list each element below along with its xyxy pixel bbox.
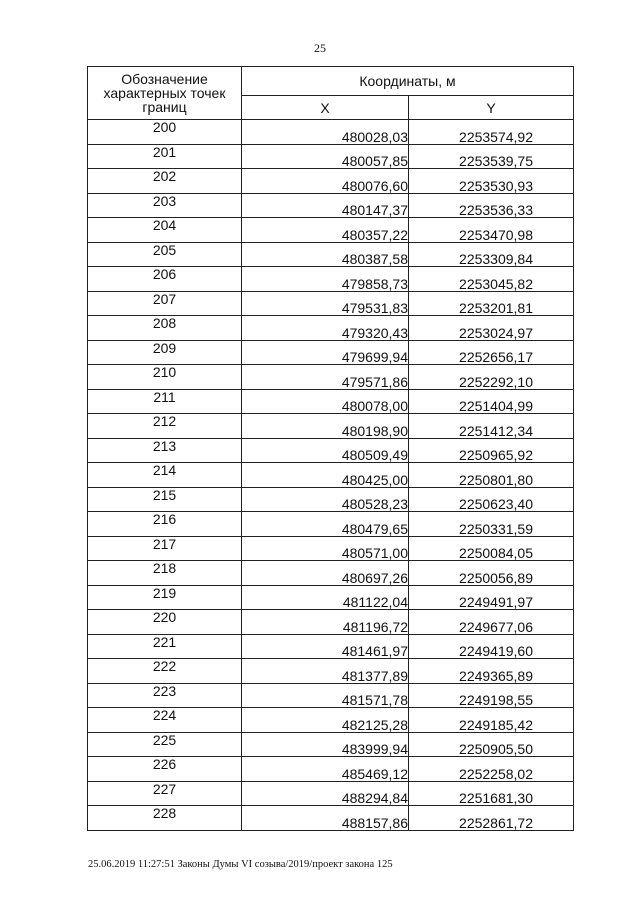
x-coordinate-cell: 480571,00 bbox=[242, 536, 409, 561]
table-row bbox=[88, 169, 574, 194]
point-id-cell: 208 bbox=[88, 316, 242, 341]
point-id-cell: 216 bbox=[88, 512, 242, 537]
table-row bbox=[88, 291, 574, 316]
y-coordinate-cell: 2253201,81 bbox=[409, 291, 574, 316]
point-id-cell: 218 bbox=[88, 561, 242, 586]
x-coordinate-cell: 481377,89 bbox=[242, 659, 409, 684]
x-coordinate-cell: 479320,43 bbox=[242, 316, 409, 341]
point-id-cell: 220 bbox=[88, 610, 242, 635]
x-coordinate-cell: 488157,86 bbox=[242, 806, 409, 831]
x-coordinate-cell: 485469,12 bbox=[242, 757, 409, 782]
table-row bbox=[88, 389, 574, 414]
table-row bbox=[88, 463, 574, 488]
table-row bbox=[88, 659, 574, 684]
x-coordinate-cell: 480528,23 bbox=[242, 487, 409, 512]
y-coordinate-cell: 2253574,92 bbox=[409, 120, 574, 145]
x-coordinate-cell: 488294,84 bbox=[242, 781, 409, 806]
table-row bbox=[88, 610, 574, 635]
x-coordinate-cell: 480028,03 bbox=[242, 120, 409, 145]
table-row bbox=[88, 512, 574, 537]
point-id-cell: 204 bbox=[88, 218, 242, 243]
y-coordinate-cell: 2250623,40 bbox=[409, 487, 574, 512]
x-coordinate-cell: 479699,94 bbox=[242, 340, 409, 365]
table-row bbox=[88, 144, 574, 169]
y-coordinate-cell: 2251404,99 bbox=[409, 389, 574, 414]
table-row bbox=[88, 316, 574, 341]
y-coordinate-cell: 2253539,75 bbox=[409, 144, 574, 169]
point-id-cell: 227 bbox=[88, 781, 242, 806]
x-coordinate-cell: 481571,78 bbox=[242, 683, 409, 708]
page-number: 25 bbox=[314, 41, 326, 55]
x-coordinate-cell: 482125,28 bbox=[242, 708, 409, 733]
point-id-cell: 228 bbox=[88, 806, 242, 831]
x-coordinate-cell: 481122,04 bbox=[242, 585, 409, 610]
y-coordinate-cell: 2249491,97 bbox=[409, 585, 574, 610]
table-row bbox=[88, 781, 574, 806]
table-row bbox=[88, 193, 574, 218]
point-id-cell: 206 bbox=[88, 267, 242, 292]
y-coordinate-cell: 2253045,82 bbox=[409, 267, 574, 292]
y-coordinate-cell: 2250801,80 bbox=[409, 463, 574, 488]
x-coordinate-cell: 480147,37 bbox=[242, 193, 409, 218]
point-id-cell: 212 bbox=[88, 414, 242, 439]
table-row bbox=[88, 365, 574, 390]
x-coordinate-cell: 479858,73 bbox=[242, 267, 409, 292]
y-coordinate-cell: 2251681,30 bbox=[409, 781, 574, 806]
y-coordinate-cell: 2250331,59 bbox=[409, 512, 574, 537]
table-row bbox=[88, 340, 574, 365]
y-coordinate-cell: 2250905,50 bbox=[409, 732, 574, 757]
table-row bbox=[88, 708, 574, 733]
y-coordinate-cell: 2252258,02 bbox=[409, 757, 574, 782]
x-coordinate-cell: 479571,86 bbox=[242, 365, 409, 390]
x-coordinate-cell: 480387,58 bbox=[242, 242, 409, 267]
y-coordinate-cell: 2253470,98 bbox=[409, 218, 574, 243]
y-coordinate-cell: 2252656,17 bbox=[409, 340, 574, 365]
point-id-cell: 214 bbox=[88, 463, 242, 488]
point-id-cell: 202 bbox=[88, 169, 242, 194]
table-row bbox=[88, 585, 574, 610]
table-row bbox=[88, 120, 574, 145]
x-coordinate-cell: 480479,65 bbox=[242, 512, 409, 537]
table-row bbox=[88, 732, 574, 757]
y-coordinate-cell: 2249185,42 bbox=[409, 708, 574, 733]
point-id-cell: 203 bbox=[88, 193, 242, 218]
x-coordinate-cell: 480198,90 bbox=[242, 414, 409, 439]
point-id-cell: 225 bbox=[88, 732, 242, 757]
point-id-cell: 211 bbox=[88, 389, 242, 414]
point-id-cell: 217 bbox=[88, 536, 242, 561]
point-id-cell: 205 bbox=[88, 242, 242, 267]
y-coordinate-cell: 2253309,84 bbox=[409, 242, 574, 267]
header-x: X bbox=[242, 96, 409, 120]
x-coordinate-cell: 481196,72 bbox=[242, 610, 409, 635]
table-row bbox=[88, 536, 574, 561]
point-id-cell: 222 bbox=[88, 659, 242, 684]
point-id-cell: 209 bbox=[88, 340, 242, 365]
table-row bbox=[88, 634, 574, 659]
footer-document-path: 25.06.2019 11:27:51 Законы Думы VI созыва/2019/проект закона 125 bbox=[88, 859, 393, 870]
y-coordinate-cell: 2250056,89 bbox=[409, 561, 574, 586]
table-row bbox=[88, 414, 574, 439]
x-coordinate-cell: 480076,60 bbox=[242, 169, 409, 194]
point-id-cell: 207 bbox=[88, 291, 242, 316]
point-id-cell: 223 bbox=[88, 683, 242, 708]
y-coordinate-cell: 2253530,93 bbox=[409, 169, 574, 194]
x-coordinate-cell: 480697,26 bbox=[242, 561, 409, 586]
x-coordinate-cell: 480357,22 bbox=[242, 218, 409, 243]
table-row bbox=[88, 683, 574, 708]
table-row bbox=[88, 438, 574, 463]
x-coordinate-cell: 480425,00 bbox=[242, 463, 409, 488]
table-row bbox=[88, 757, 574, 782]
coordinates-table bbox=[87, 66, 574, 831]
table-row bbox=[88, 242, 574, 267]
point-id-cell: 210 bbox=[88, 365, 242, 390]
y-coordinate-cell: 2253024,97 bbox=[409, 316, 574, 341]
y-coordinate-cell: 2251412,34 bbox=[409, 414, 574, 439]
point-id-cell: 215 bbox=[88, 487, 242, 512]
header-coordinates: Координаты, м bbox=[242, 67, 574, 96]
table-row bbox=[88, 806, 574, 831]
table-row bbox=[88, 487, 574, 512]
y-coordinate-cell: 2250084,05 bbox=[409, 536, 574, 561]
x-coordinate-cell: 480509,49 bbox=[242, 438, 409, 463]
header-point-designation: Обозначение характерных точек границ bbox=[88, 67, 242, 120]
point-id-cell: 213 bbox=[88, 438, 242, 463]
table-row bbox=[88, 218, 574, 243]
y-coordinate-cell: 2249419,60 bbox=[409, 634, 574, 659]
y-coordinate-cell: 2249677,06 bbox=[409, 610, 574, 635]
y-coordinate-cell: 2249198,55 bbox=[409, 683, 574, 708]
table-row bbox=[88, 561, 574, 586]
point-id-cell: 224 bbox=[88, 708, 242, 733]
y-coordinate-cell: 2253536,33 bbox=[409, 193, 574, 218]
header-y: Y bbox=[409, 96, 574, 120]
point-id-cell: 201 bbox=[88, 144, 242, 169]
y-coordinate-cell: 2250965,92 bbox=[409, 438, 574, 463]
y-coordinate-cell: 2252292,10 bbox=[409, 365, 574, 390]
x-coordinate-cell: 481461,97 bbox=[242, 634, 409, 659]
x-coordinate-cell: 483999,94 bbox=[242, 732, 409, 757]
point-id-cell: 200 bbox=[88, 120, 242, 145]
x-coordinate-cell: 479531,83 bbox=[242, 291, 409, 316]
point-id-cell: 221 bbox=[88, 634, 242, 659]
point-id-cell: 219 bbox=[88, 585, 242, 610]
table-row bbox=[88, 267, 574, 292]
x-coordinate-cell: 480078,00 bbox=[242, 389, 409, 414]
y-coordinate-cell: 2249365,89 bbox=[409, 659, 574, 684]
point-id-cell: 226 bbox=[88, 757, 242, 782]
y-coordinate-cell: 2252861,72 bbox=[409, 806, 574, 831]
x-coordinate-cell: 480057,85 bbox=[242, 144, 409, 169]
